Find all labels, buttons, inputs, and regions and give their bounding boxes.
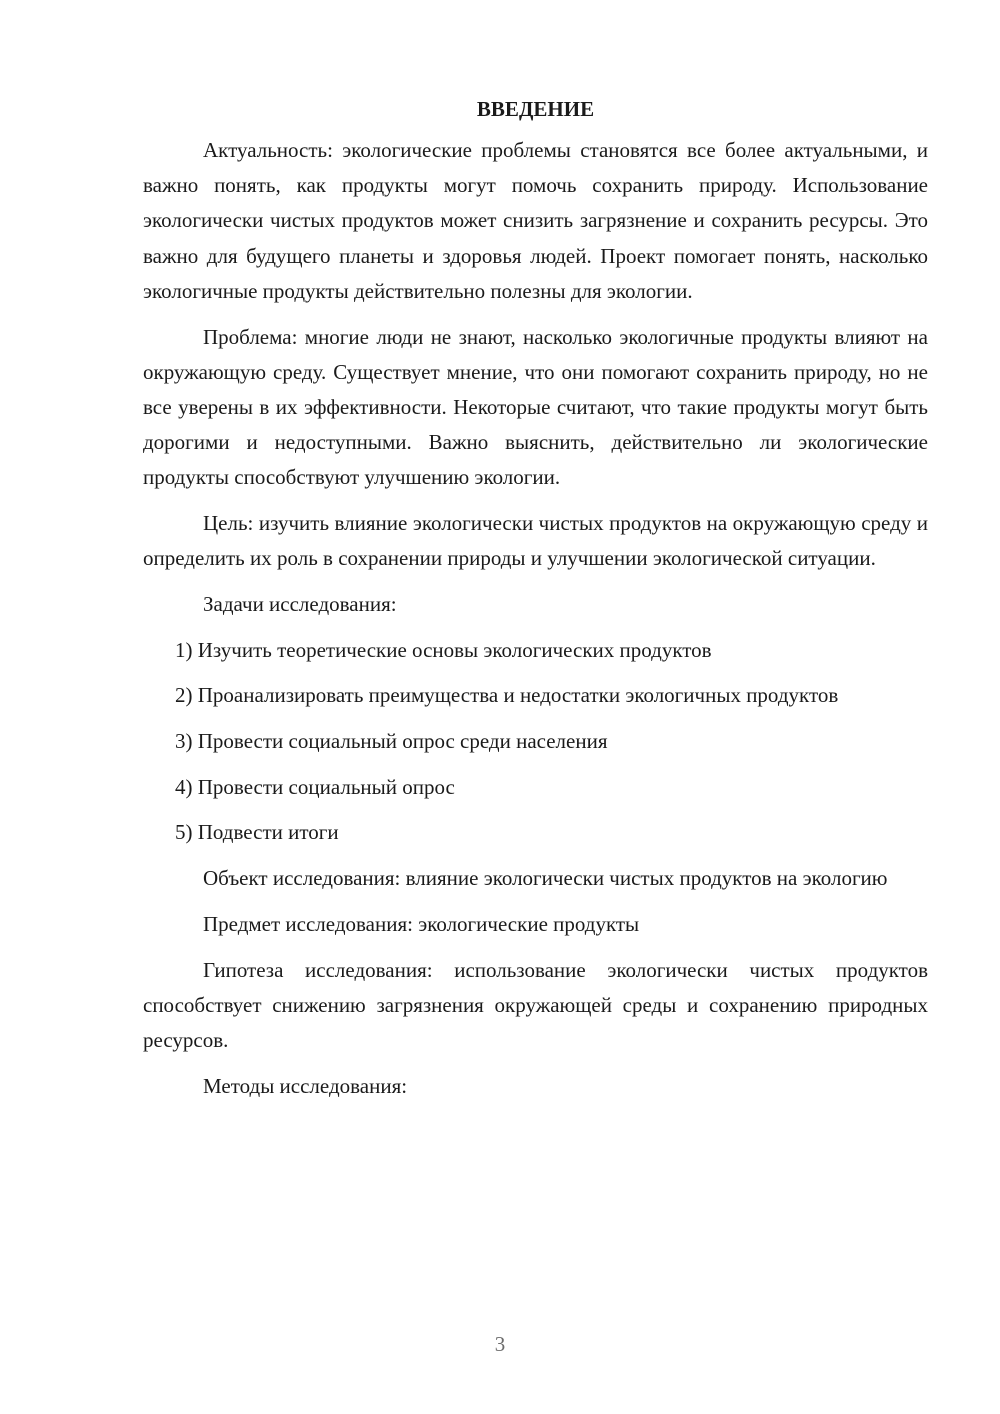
problem-paragraph: Проблема: многие люди не знают, насколько экологичные продукты влияют на окружающую среду. Существует мнение, что они помогают сохранить природу, но не все уверены в их эффективности. Некоторые считают, что такие продукты могут быть дорогими и недоступными. Важно выяснить, действительно ли экологические продукты способствуют улучшению экологии.	[143, 324, 928, 490]
hypothesis-paragraph: Гипотеза исследования: использование экологически чистых продуктов способствует снижению загрязнения окружающей среды и сохранению природных ресурсов.	[143, 957, 928, 1052]
task-item: 3) Провести социальный опрос среди населения	[175, 729, 608, 754]
page-number: 3	[494, 1332, 506, 1356]
page-title: ВВЕДЕНИЕ	[476, 97, 595, 121]
task-item: 5) Подвести итоги	[175, 820, 339, 845]
object-paragraph: Объект исследования: влияние экологически чистых продуктов на экологию	[203, 866, 888, 891]
task-item: 1) Изучить теоретические основы экологических продуктов	[175, 637, 712, 662]
methods-heading: Методы исследования:	[203, 1073, 408, 1098]
task-item: 4) Провести социальный опрос	[175, 774, 455, 799]
relevance-paragraph: Актуальность: экологические проблемы становятся все более актуальными, и важно понять, как продукты могут помочь сохранить природу. Использование экологически чистых продуктов может снизить загрязнение и сохранить ресурсы. Это важно для будущего планеты и здоровья людей. Проект помогает понять, насколько экологичные продукты действительно полезны для экологии.	[143, 138, 928, 303]
tasks-heading: Задачи исследования:	[203, 591, 397, 616]
document-page	[143, 92, 928, 1114]
task-item: 2) Проанализировать преимущества и недостатки экологичных продуктов	[175, 683, 839, 708]
subject-paragraph: Предмет исследования: экологические продукты	[203, 911, 640, 936]
goal-paragraph: Цель: изучить влияние экологически чистых продуктов на окружающую среду и определить их роль в сохранении природы и улучшении экологической ситуации.	[143, 511, 928, 571]
